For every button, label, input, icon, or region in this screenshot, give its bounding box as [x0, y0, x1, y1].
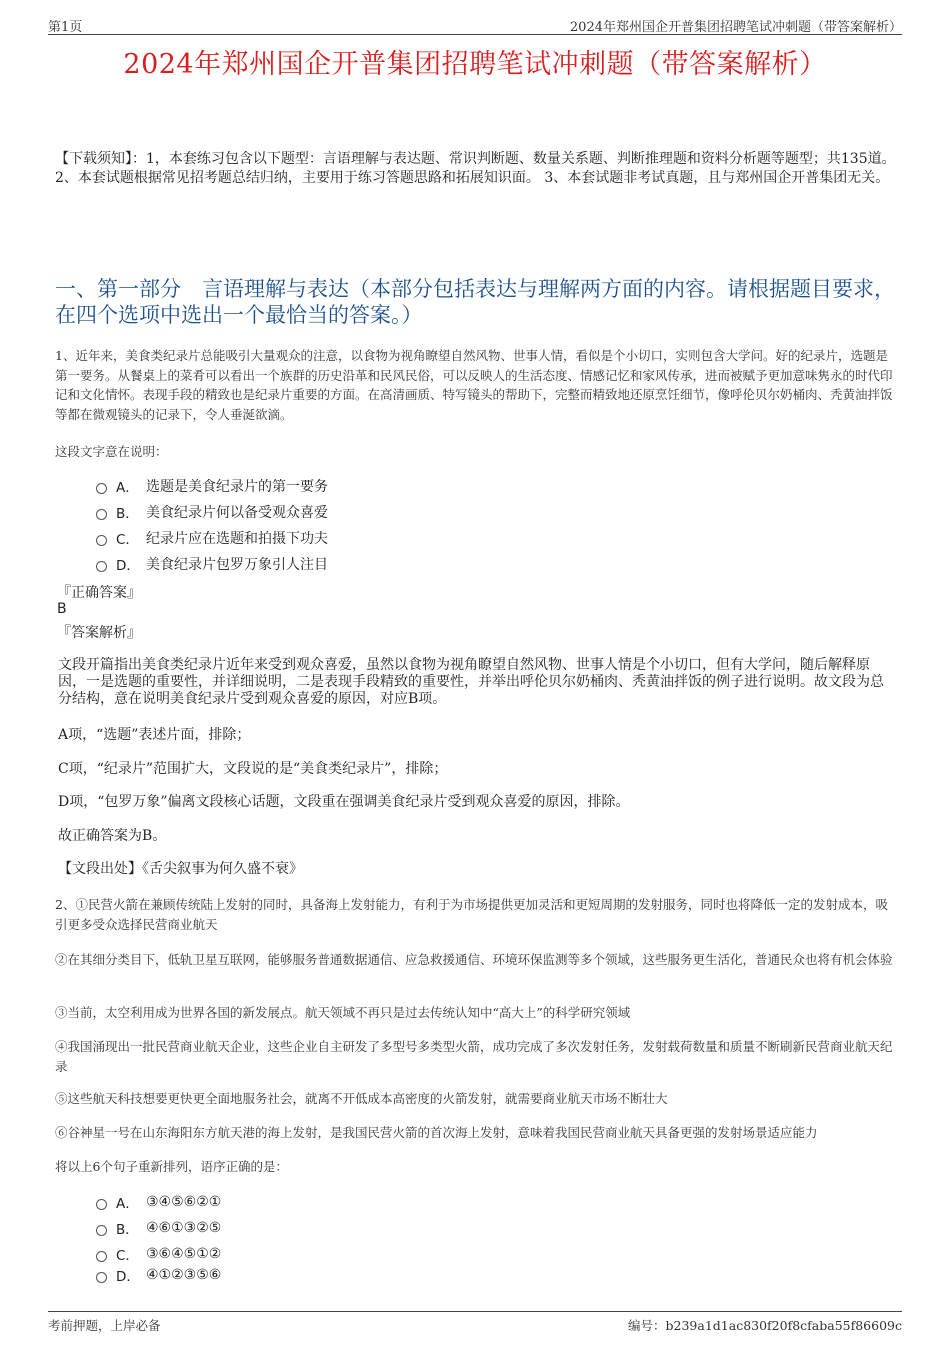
q2-option-a[interactable]: A． ③④⑤⑥②①: [96, 1192, 221, 1212]
analysis-option-d: D项，“包罗万象”偏离文段核心话题，文段重在强调美食纪录片受到观众喜爱的原因，排除。: [58, 794, 630, 810]
q2-sentence-4: ④我国涌现出一批民营商业航天企业，这些企业自主研发了多型号多类型火箭，成功完成了多次发射任务，发射载荷数量和质量不断刷新民营商业航天纪录: [55, 1039, 893, 1074]
q1-option-a[interactable]: A． 选题是美食纪录片的第一要务: [96, 476, 328, 496]
radio-icon[interactable]: [96, 535, 107, 546]
text-source: 【文段出处】《舌尖叙事为何久盛不衰》: [58, 861, 303, 877]
q2-option-b[interactable]: B． ④⑥①③②⑤: [96, 1218, 221, 1238]
radio-icon[interactable]: [96, 483, 107, 494]
question-1-prompt: 这段文字意在说明：: [55, 444, 168, 459]
document-title: 2024年郑州国企开普集团招聘笔试冲刺题（带答案解析）: [123, 49, 827, 80]
radio-icon[interactable]: [96, 509, 107, 520]
page-number: 第1页: [48, 20, 83, 35]
question-2-prompt: 将以上6个句子重新排列，语序正确的是：: [55, 1159, 288, 1174]
document-id: 编号：b239a1d1ac830f20f8cfaba55f86609c: [628, 1318, 902, 1333]
q1-option-d[interactable]: D． 美食纪录片包罗万象引人注目: [96, 554, 328, 574]
option-text: 纪录片应在选题和拍摄下功夫: [146, 531, 328, 547]
radio-icon[interactable]: [96, 1272, 107, 1283]
radio-icon[interactable]: [96, 561, 107, 572]
header-doc-title: 2024年郑州国企开普集团招聘笔试冲刺题（带答案解析）: [569, 20, 902, 35]
analysis-option-c: C项，“纪录片”范围扩大，文段说的是“美食类纪录片”，排除；: [58, 761, 448, 777]
option-text: ④⑥①③②⑤: [146, 1220, 222, 1236]
q2-option-c[interactable]: C． ③⑥④⑤①②: [96, 1244, 221, 1264]
radio-icon[interactable]: [96, 1225, 107, 1236]
page-footer: [48, 1311, 902, 1334]
option-text: 选题是美食纪录片的第一要务: [146, 479, 328, 495]
footer-slogan: 考前押题，上岸必备: [48, 1318, 161, 1333]
q2-sentence-6: ⑥谷神星一号在山东海阳东方航天港的海上发射，是我国民营火箭的首次海上发射，意味着我国民营商业航天具备更强的发射场景适应能力: [55, 1125, 818, 1140]
option-text: ④①②③⑤⑥: [146, 1267, 222, 1283]
analysis-label: 『答案解析』: [57, 625, 141, 641]
q2-sentence-1: 2、①民营火箭在兼顾传统陆上发射的同时，具备海上发射能力，有利于为市场提供更加灵活和更短周期的发射服务，同时也将降低一定的发射成本，吸引更多受众选择民营商业航天: [55, 897, 888, 932]
option-text: 美食纪录片何以备受观众喜爱: [146, 505, 328, 521]
analysis-option-a: A项，“选题”表述片面，排除；: [58, 727, 251, 743]
analysis-conclusion: 故正确答案为B。: [58, 828, 167, 844]
q1-option-b[interactable]: B． 美食纪录片何以备受观众喜爱: [96, 502, 328, 522]
option-text: ③⑥④⑤①②: [146, 1246, 222, 1262]
radio-icon[interactable]: [96, 1199, 107, 1210]
q2-sentence-3: ③当前，太空利用成为世界各国的新发展点。航天领域不再只是过去传统认知中“高大上”的科学研究领域: [55, 1005, 631, 1020]
q2-sentence-2: ②在其细分类目下，低轨卫星互联网，能够服务普通数据通信、应急救援通信、环境环保监测等多个领域，这些服务更生活化，普通民众也将有机会体验: [55, 952, 893, 967]
option-text: 美食纪录片包罗万象引人注目: [146, 557, 328, 573]
section-title: 一、第一部分 言语理解与表达（本部分包括表达与理解两方面的内容。请根据题目要求，在四个选项中选出一个最恰当的答案。）: [55, 277, 895, 327]
answer-label: 『正确答案』: [57, 585, 141, 601]
question-1-text: 1、近年来，美食类纪录片总能吸引大量观众的注意，以食物为视角瞭望自然风物、世事人情，看似是个小切口，实则包含大学问。好的纪录片，选题是第一要务。从餐桌上的菜肴可以看出一个族群的历史沿革和民风民俗，可以反映人的生活态度、情感记忆和家风传承，进而被赋予更加意味隽永的时代印记和文化情怀。表现手段的精致也是纪录片重要的方面。在高清画质、特写镜头的帮助下，完整而精致地还原烹饪细节，像呼伦贝尔奶桶肉、秃黄油拌饭等都在微观镜头的记录下，令人垂涎欲滴。: [55, 348, 893, 422]
radio-icon[interactable]: [96, 1251, 107, 1262]
analysis-paragraph: 文段开篇指出美食类纪录片近年来受到观众喜爱，虽然以食物为视角瞭望自然风物、世事人情是个小切口，但有大学问，随后解释原因，一是选题的重要性，并详细说明，二是表现手段精致的重要性，并举出呼伦贝尔奶桶肉、秃黄油拌饭的例子进行说明。故文段为总分结构，意在说明美食纪录片受到观众喜爱的原因，对应B项。: [58, 657, 884, 707]
q2-option-d[interactable]: D． ④①②③⑤⑥: [96, 1265, 221, 1285]
q2-sentence-5: ⑤这些航天科技想要更快更全面地服务社会，就离不开低成本高密度的火箭发射，就需要商业航天市场不断壮大: [55, 1091, 668, 1106]
correct-answer: B: [57, 601, 67, 617]
option-text: ③④⑤⑥②①: [146, 1194, 222, 1210]
q1-option-c[interactable]: C． 纪录片应在选题和拍摄下功夫: [96, 528, 328, 548]
page-header: [48, 14, 902, 35]
download-notice: 【下载须知】：1，本套练习包含以下题型：言语理解与表达题、常识判断题、数量关系题、判断推理题和资料分析题等题型；共135道。 2、本套试题根据常见招考题总结归纳，主要用于练习答题思路和拓展知识面。 3、本套试题非考试真题，且与郑州国企开普集团无关。: [55, 151, 896, 186]
